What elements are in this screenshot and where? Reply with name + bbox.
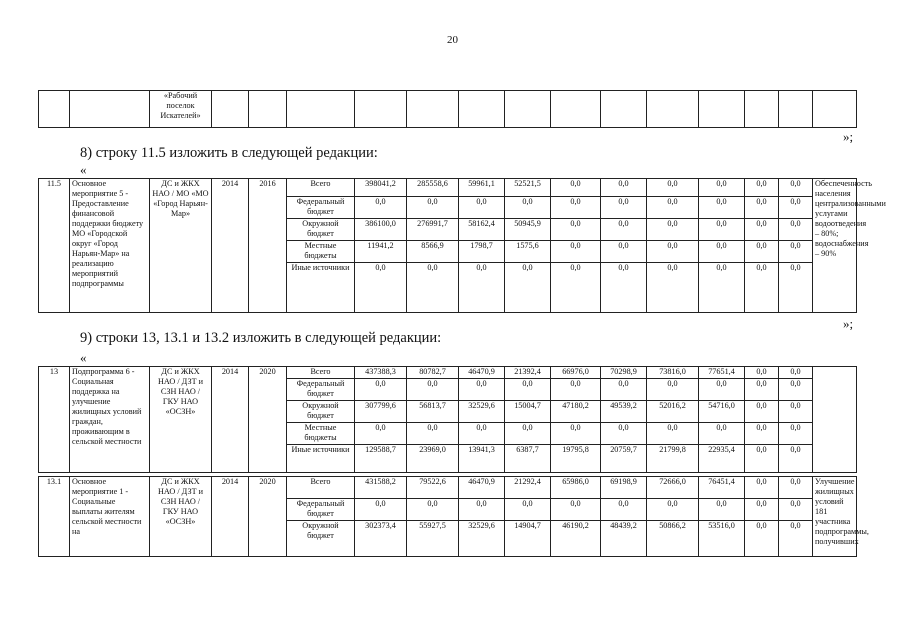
value-cell: 0,0 [551,423,601,445]
value-cell: 398041,2 [355,179,407,197]
value-cell: 0,0 [551,499,601,521]
value-cell: 386100,0 [355,219,407,241]
value-cell: 0,0 [647,179,699,197]
row-number: 13 [39,367,70,473]
row-name: Подпрограмма 6 - Социальная поддержка на улучшение жилищных условий граждан, проживающим в сельской местности [70,367,150,473]
value-cell: 80782,7 [407,367,459,379]
value-cell: 1798,7 [459,241,505,263]
row-executor: ДС и ЖКХ НАО / МО «МО «Город Нарьян-Мар» [150,179,212,313]
value-cell: 0,0 [699,241,745,263]
value-cell: 53516,0 [699,521,745,557]
value-cell: 0,0 [355,379,407,401]
row-end-year: 2020 [249,477,287,557]
value-cell: 66976,0 [551,367,601,379]
table-row [39,367,857,379]
row-result: Обеспеченность населения централизованными услугами водоотведения – 80%; водоснабжения – 90% [813,179,857,313]
value-cell: 0,0 [699,263,745,313]
value-cell: 72666,0 [647,477,699,499]
source-label: Всего [287,179,355,197]
value-cell: 307799,6 [355,401,407,423]
value-cell: 11941,2 [355,241,407,263]
value-cell: 0,0 [601,499,647,521]
row-name: Основное мероприятие 1 - Социальные выплаты жителям сельской местности на [70,477,150,557]
value-cell: 0,0 [355,197,407,219]
value-cell: 19795,8 [551,445,601,473]
value-cell: 0,0 [355,263,407,313]
value-cell: 0,0 [505,263,551,313]
value-cell: 0,0 [779,423,813,445]
value-cell: 77651,4 [699,367,745,379]
value-cell: 0,0 [745,521,779,557]
value-cell: 0,0 [745,401,779,423]
page-number: 20 [447,34,458,46]
row-number: 13.1 [39,477,70,557]
value-cell: 0,0 [647,379,699,401]
row-executor: ДС и ЖКХ НАО / ДЗТ и СЗН НАО / ГКУ НАО «ОСЗН» [150,367,212,473]
value-cell: 0,0 [355,423,407,445]
row-start-year: 2014 [212,477,249,557]
value-cell: 49539,2 [601,401,647,423]
value-cell: 0,0 [407,423,459,445]
value-cell: 46470,9 [459,367,505,379]
value-cell: 0,0 [745,197,779,219]
value-cell: 129588,7 [355,445,407,473]
value-cell: 73816,0 [647,367,699,379]
value-cell: 50866,2 [647,521,699,557]
section-heading-9: 9) строки 13, 13.1 и 13.2 изложить в следующей редакции: [80,330,442,346]
value-cell: 0,0 [601,179,647,197]
value-cell: 0,0 [779,521,813,557]
value-cell: 0,0 [779,401,813,423]
table-row-11-5 [38,178,886,313]
value-cell: 0,0 [601,219,647,241]
value-cell: 0,0 [745,499,779,521]
value-cell: 56813,7 [407,401,459,423]
source-label: Федеральный бюджет [287,379,355,401]
value-cell: 0,0 [551,241,601,263]
closing-quote: »; [843,129,854,144]
value-cell: 0,0 [551,179,601,197]
value-cell: 0,0 [745,423,779,445]
value-cell: 32529,6 [459,521,505,557]
value-cell: 52521,5 [505,179,551,197]
value-cell: 0,0 [699,197,745,219]
value-cell: 0,0 [647,499,699,521]
source-label: Федеральный бюджет [287,499,355,521]
value-cell: 22935,4 [699,445,745,473]
value-cell: 0,0 [601,263,647,313]
value-cell: 65986,0 [551,477,601,499]
value-cell: 0,0 [459,263,505,313]
value-cell: 14904,7 [505,521,551,557]
value-cell: 47180,2 [551,401,601,423]
value-cell: 0,0 [699,179,745,197]
source-label: Местные бюджеты [287,241,355,263]
value-cell: 0,0 [745,445,779,473]
value-cell: 76451,4 [699,477,745,499]
value-cell: 0,0 [745,367,779,379]
value-cell: 302373,4 [355,521,407,557]
value-cell: 0,0 [647,241,699,263]
value-cell: 0,0 [647,423,699,445]
source-label: Всего [287,367,355,379]
opening-quote: « [80,350,87,365]
row-number: 11.5 [39,179,70,313]
value-cell: 0,0 [745,477,779,499]
value-cell: 46190,2 [551,521,601,557]
value-cell: 0,0 [745,263,779,313]
value-cell: 54716,0 [699,401,745,423]
value-cell: 0,0 [779,477,813,499]
value-cell: 0,0 [459,499,505,521]
value-cell: 70298,9 [601,367,647,379]
value-cell: 58162,4 [459,219,505,241]
value-cell: 0,0 [779,241,813,263]
value-cell: 0,0 [779,379,813,401]
value-cell: 21799,8 [647,445,699,473]
value-cell: 276991,7 [407,219,459,241]
value-cell: 0,0 [745,219,779,241]
table-row [39,91,857,128]
value-cell: 0,0 [745,179,779,197]
value-cell: 0,0 [551,263,601,313]
table-row-13-1 [38,476,869,557]
value-cell: 0,0 [699,499,745,521]
value-cell: 0,0 [459,197,505,219]
row-end-year: 2020 [249,367,287,473]
source-label: Всего [287,477,355,499]
continuation-executor-cell: «Рабочий поселок Искателей» [150,91,212,128]
value-cell: 1575,6 [505,241,551,263]
table-row [39,179,857,197]
value-cell: 20759,7 [601,445,647,473]
value-cell: 69198,9 [601,477,647,499]
value-cell: 0,0 [505,379,551,401]
value-cell: 50945,9 [505,219,551,241]
value-cell: 437388,3 [355,367,407,379]
value-cell: 0,0 [407,379,459,401]
value-cell: 0,0 [601,241,647,263]
source-label: Окружной бюджет [287,401,355,423]
value-cell: 6387,7 [505,445,551,473]
value-cell: 52016,2 [647,401,699,423]
value-cell: 0,0 [779,499,813,521]
value-cell: 0,0 [551,219,601,241]
value-cell: 0,0 [601,197,647,219]
value-cell: 0,0 [407,499,459,521]
value-cell: 0,0 [699,423,745,445]
row-name: Основное мероприятие 5 - Предоставление финансовой поддержки бюджету МО «Городской округ «Город Нарьян-Мар» на реализацию мероприятий подпрограммы [70,179,150,313]
opening-quote: « [80,162,87,177]
value-cell: 0,0 [779,219,813,241]
row-executor: ДС и ЖКХ НАО / ДЗТ и СЗН НАО / ГКУ НАО «ОСЗН» [150,477,212,557]
value-cell: 0,0 [505,197,551,219]
row-result: Улучшение жилищных условий 181 участника подпрограммы, получивших [813,477,857,557]
section-heading-8: 8) строку 11.5 изложить в следующей редакции: [80,145,378,161]
value-cell: 0,0 [647,263,699,313]
value-cell: 55927,5 [407,521,459,557]
value-cell: 0,0 [601,379,647,401]
value-cell: 0,0 [779,367,813,379]
value-cell: 0,0 [779,179,813,197]
row-result [813,367,857,473]
value-cell: 0,0 [699,219,745,241]
value-cell: 0,0 [355,499,407,521]
value-cell: 0,0 [407,197,459,219]
source-label: Местные бюджеты [287,423,355,445]
value-cell: 23969,0 [407,445,459,473]
continuation-table [38,90,857,128]
row-start-year: 2014 [212,367,249,473]
value-cell: 21392,4 [505,367,551,379]
source-label: Иные источники [287,445,355,473]
value-cell: 0,0 [407,263,459,313]
value-cell: 0,0 [551,379,601,401]
source-label: Окружной бюджет [287,521,355,557]
value-cell: 0,0 [647,197,699,219]
value-cell: 21292,4 [505,477,551,499]
value-cell: 0,0 [745,379,779,401]
value-cell: 0,0 [505,499,551,521]
value-cell: 0,0 [459,423,505,445]
source-label: Федеральный бюджет [287,197,355,219]
value-cell: 0,0 [745,241,779,263]
table-row-13 [38,366,857,473]
value-cell: 0,0 [551,197,601,219]
value-cell: 0,0 [779,445,813,473]
value-cell: 15004,7 [505,401,551,423]
value-cell: 13941,3 [459,445,505,473]
value-cell: 48439,2 [601,521,647,557]
value-cell: 0,0 [647,219,699,241]
value-cell: 0,0 [699,379,745,401]
value-cell: 8566,9 [407,241,459,263]
row-start-year: 2014 [212,179,249,313]
source-label: Окружной бюджет [287,219,355,241]
value-cell: 0,0 [459,379,505,401]
value-cell: 0,0 [505,423,551,445]
value-cell: 0,0 [779,263,813,313]
value-cell: 79522,6 [407,477,459,499]
value-cell: 59961,1 [459,179,505,197]
value-cell: 285558,6 [407,179,459,197]
value-cell: 0,0 [601,423,647,445]
table-row [39,477,857,499]
value-cell: 46470,9 [459,477,505,499]
closing-quote: »; [843,316,854,331]
value-cell: 0,0 [779,197,813,219]
value-cell: 431588,2 [355,477,407,499]
source-label: Иные источники [287,263,355,313]
row-end-year: 2016 [249,179,287,313]
value-cell: 32529,6 [459,401,505,423]
